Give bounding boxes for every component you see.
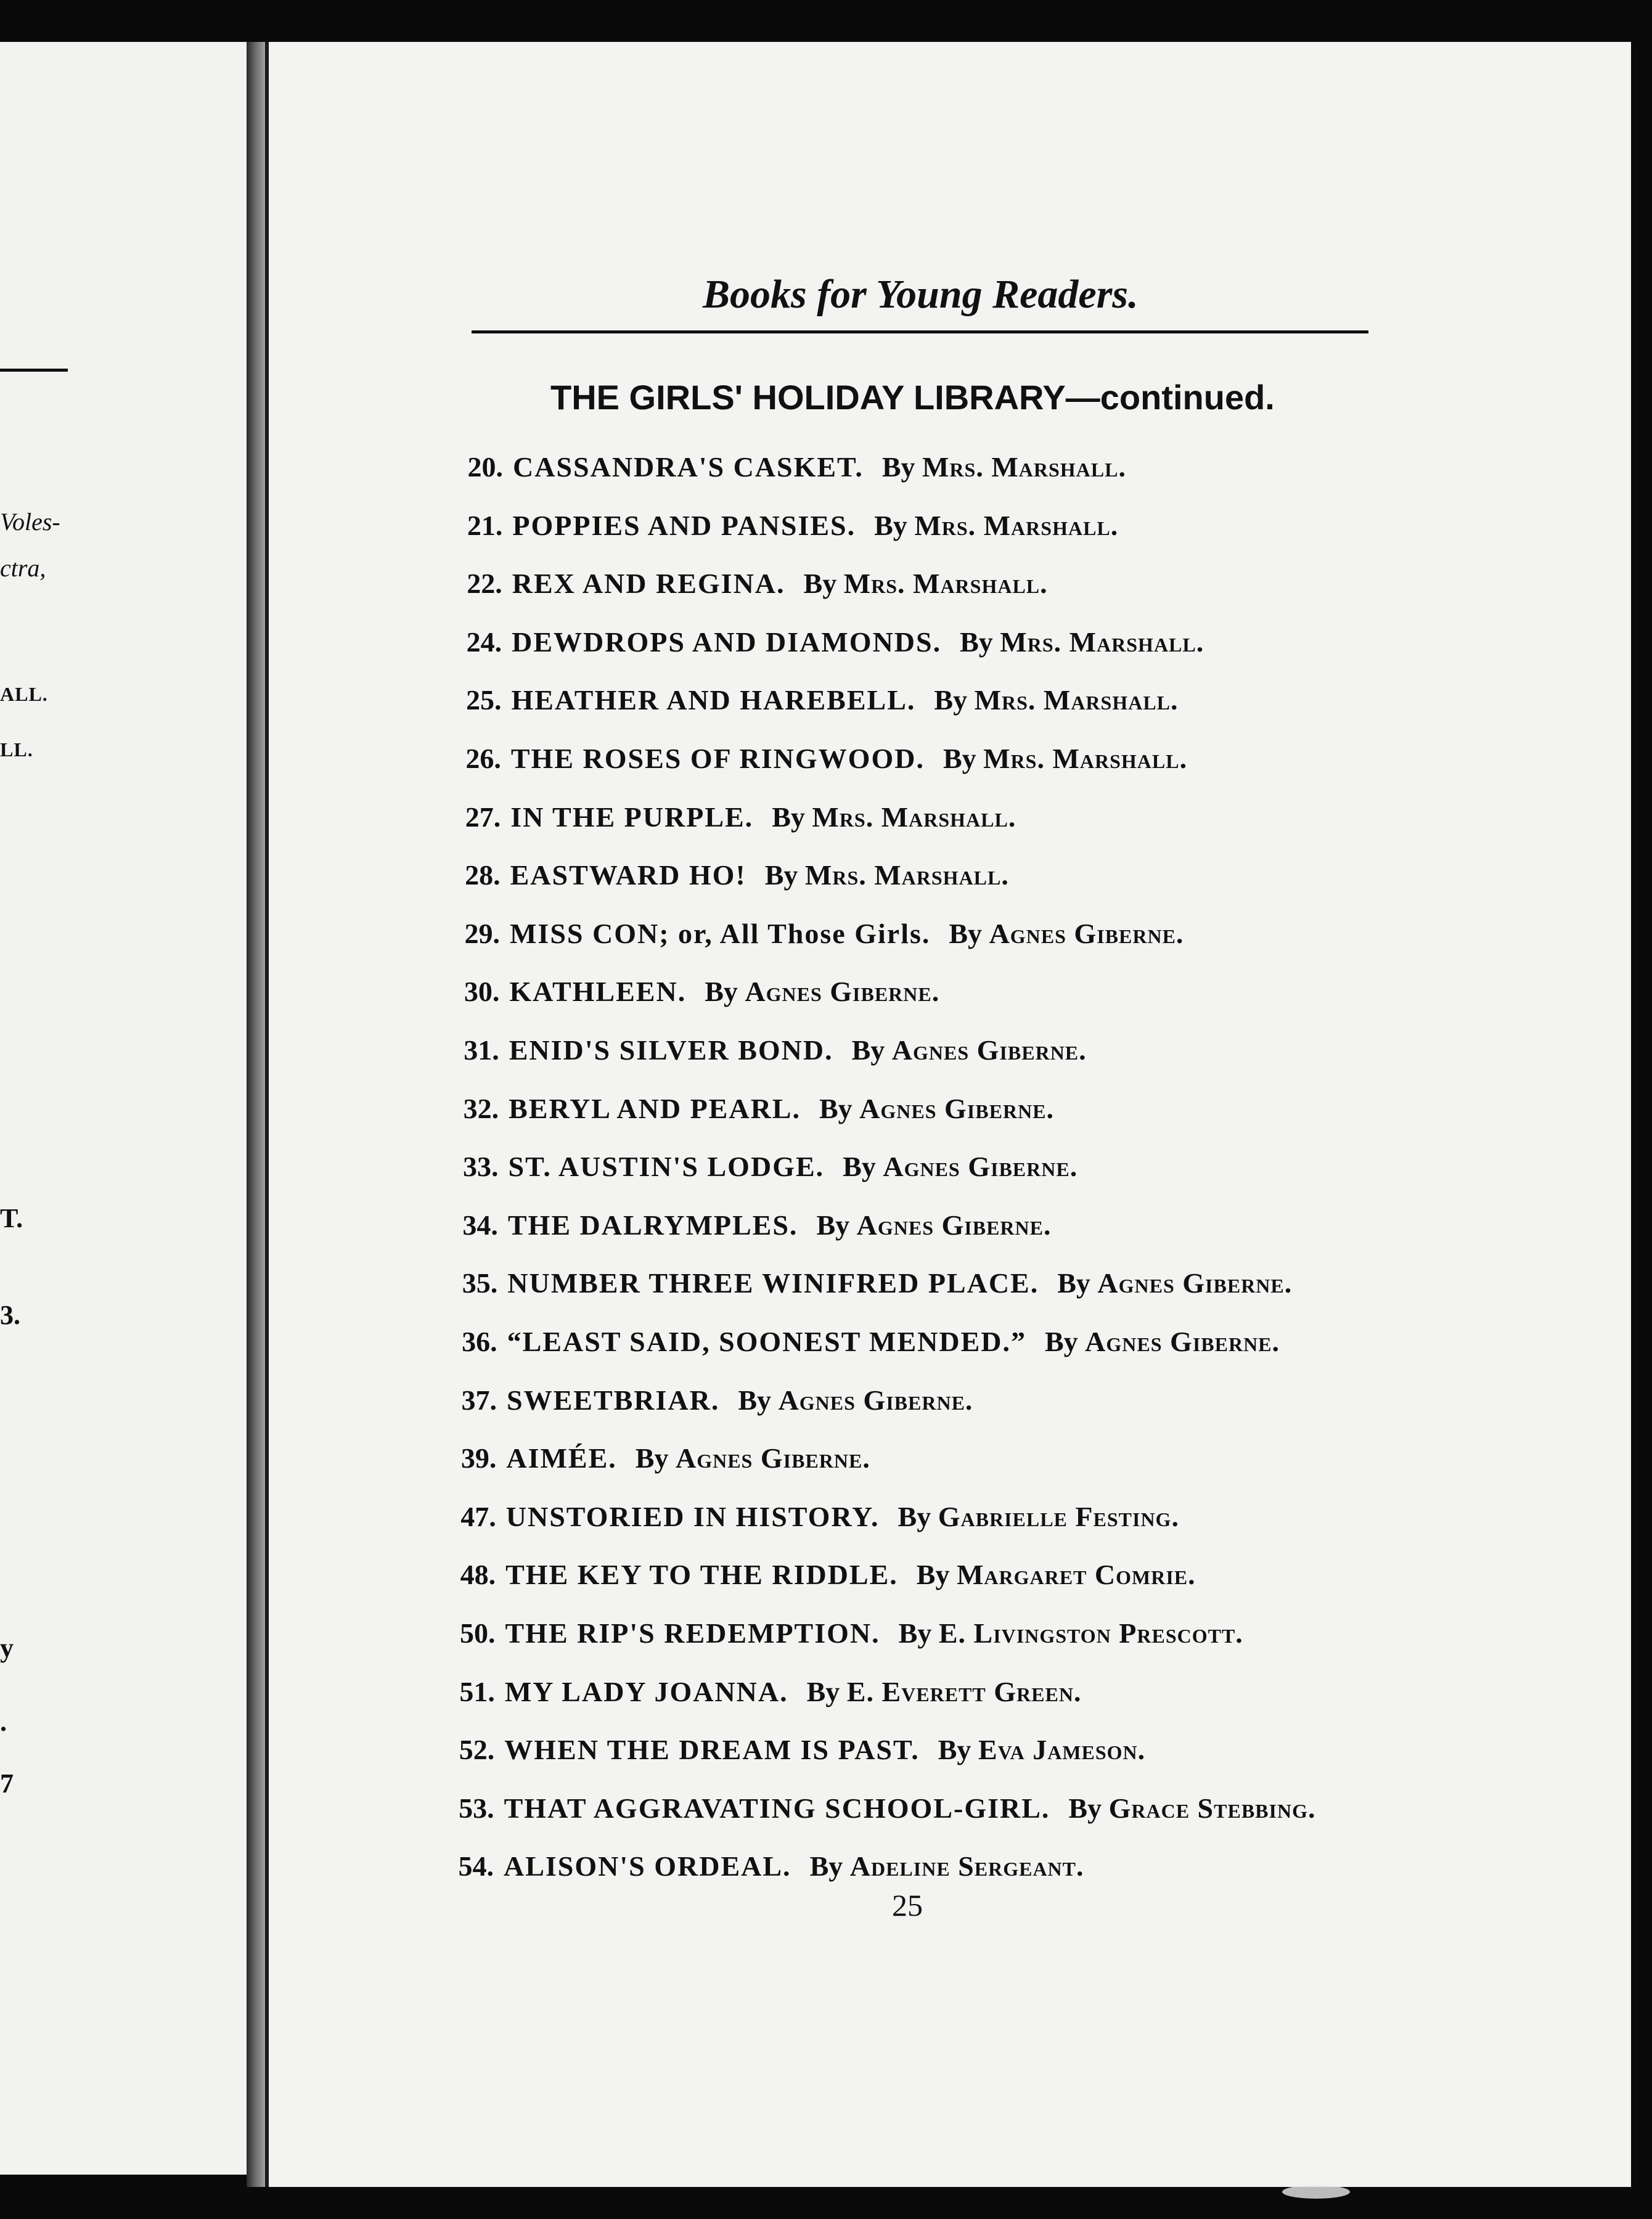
entry-number: 31. — [464, 1034, 499, 1066]
list-item — [453, 915, 1184, 952]
by-label: By — [809, 1850, 843, 1882]
left-page-text: 3. — [0, 1300, 20, 1330]
list-item — [456, 565, 1048, 602]
author-name: Eva Jameson. — [978, 1734, 1146, 1766]
by-label: By — [806, 1675, 840, 1707]
list-item — [454, 740, 1187, 777]
author-name: Gabrielle Festing. — [938, 1500, 1179, 1532]
by-label: By — [1057, 1267, 1090, 1299]
book-title: SWEETBRIAR. — [507, 1384, 720, 1416]
entry-number: 54. — [458, 1850, 494, 1882]
entry-number: 22. — [467, 568, 502, 600]
book-title: IN THE PURPLE. — [510, 801, 754, 833]
entry-number: 47. — [460, 1500, 496, 1532]
author-name: Mrs. Marshall. — [804, 859, 1009, 891]
book-title: THE RIP'S REDEMPTION. — [505, 1617, 880, 1649]
author-name: Agnes Giberne. — [859, 1092, 1055, 1124]
left-page-text: ALL. — [0, 683, 48, 705]
book-title: WHEN THE DREAM IS PAST. — [504, 1734, 920, 1766]
author-name: Agnes Giberne. — [675, 1442, 870, 1474]
author-name: Agnes Giberne. — [891, 1034, 1087, 1066]
scan-smudge — [1282, 2185, 1350, 2199]
entry-number: 32. — [463, 1092, 499, 1124]
by-label: By — [843, 1151, 876, 1183]
left-page-text: y — [0, 1633, 14, 1663]
entry-number: 53. — [459, 1792, 494, 1824]
entry-number: 24. — [466, 626, 502, 658]
entry-number: 30. — [464, 976, 500, 1008]
by-label: By — [898, 1617, 932, 1649]
left-page-text: . — [0, 1707, 7, 1737]
author-name: Agnes Giberne. — [745, 976, 940, 1008]
entry-number: 35. — [462, 1267, 498, 1299]
book-title: THE ROSES OF RINGWOOD. — [510, 743, 925, 774]
list-item — [452, 1148, 1078, 1185]
by-label: By — [772, 801, 805, 833]
by-label: By — [938, 1734, 971, 1766]
author-name: Agnes Giberne. — [989, 917, 1184, 949]
entry-number: 48. — [460, 1559, 496, 1591]
book-title: MY LADY JOANNA. — [504, 1675, 788, 1707]
book-title: POPPIES AND PANSIES. — [512, 509, 856, 541]
book-title: NUMBER THREE WINIFRED PLACE. — [507, 1267, 1039, 1299]
list-item — [448, 1673, 1082, 1710]
by-label: By — [816, 1209, 850, 1241]
by-label: By — [705, 976, 738, 1008]
by-label: By — [881, 451, 915, 483]
list-item — [452, 1090, 1054, 1127]
by-label: By — [738, 1384, 772, 1416]
entry-number: 52. — [459, 1734, 495, 1766]
author-name: Grace Stebbing. — [1108, 1792, 1316, 1824]
list-item — [455, 624, 1204, 661]
author-name: Mrs. Marshall. — [983, 743, 1188, 774]
book-title: MISS CON; or, All Those Girls. — [510, 917, 931, 949]
author-name: Mrs. Marshall. — [974, 684, 1179, 716]
list-item — [456, 449, 1126, 486]
author-name: Mrs. Marshall. — [1000, 626, 1204, 658]
author-name: Mrs. Marshall. — [914, 509, 1119, 541]
by-label: By — [949, 917, 983, 949]
author-name: Mrs. Marshall. — [922, 451, 1126, 483]
list-item — [448, 1790, 1316, 1827]
list-item — [450, 1382, 973, 1419]
entry-number: 39. — [460, 1442, 497, 1474]
book-title: ENID'S SILVER BOND. — [509, 1034, 833, 1066]
list-item — [449, 1615, 1243, 1652]
book-title: KATHLEEN. — [509, 976, 687, 1008]
entry-number: 33. — [463, 1151, 499, 1183]
author-name: Adeline Sergeant. — [849, 1850, 1084, 1882]
author-name: Mrs. Marshall. — [843, 568, 1048, 600]
book-title: BERYL AND PEARL. — [509, 1092, 801, 1124]
by-label: By — [803, 568, 837, 600]
book-title: EASTWARD HO! — [510, 859, 746, 891]
entry-number: 29. — [464, 917, 500, 949]
entry-number: 37. — [461, 1384, 497, 1416]
list-item — [451, 1323, 1280, 1360]
book-title: DEWDROPS AND DIAMONDS. — [512, 626, 942, 658]
entry-number: 50. — [460, 1617, 496, 1649]
book-title: “LEAST SAID, SOONEST MENDED.” — [507, 1326, 1026, 1357]
by-label: By — [898, 1500, 931, 1532]
list-item — [451, 1265, 1292, 1302]
author-name: E. Livingston Prescott. — [938, 1617, 1243, 1649]
entry-number: 26. — [465, 743, 501, 774]
left-page-rule — [0, 369, 68, 372]
list-item — [449, 1556, 1196, 1593]
book-title: THE DALRYMPLES. — [507, 1209, 798, 1241]
header-rule — [472, 330, 1368, 333]
author-name: Agnes Giberne. — [856, 1209, 1052, 1241]
list-item — [452, 1032, 1087, 1069]
by-label: By — [635, 1442, 669, 1474]
list-item — [455, 682, 1179, 719]
book-title: ALISON'S ORDEAL. — [504, 1850, 791, 1882]
list-item — [448, 1731, 1145, 1768]
author-name: Agnes Giberne. — [883, 1151, 1078, 1183]
entry-number: 36. — [462, 1326, 497, 1357]
left-page-text: 7 — [0, 1768, 14, 1799]
book-title: CASSANDRA'S CASKET. — [513, 451, 864, 483]
list-item — [456, 507, 1118, 544]
entry-number: 51. — [459, 1675, 495, 1707]
by-label: By — [1068, 1792, 1102, 1824]
left-page-text: T. — [0, 1203, 23, 1233]
list-item — [454, 799, 1016, 836]
author-name: Agnes Giberne. — [1097, 1267, 1293, 1299]
book-title: HEATHER AND HAREBELL. — [511, 684, 916, 716]
book-title: THAT AGGRAVATING SCHOOL-GIRL. — [504, 1792, 1050, 1824]
entry-number: 21. — [467, 509, 503, 541]
left-page-text: Voles- — [0, 508, 60, 536]
list-item — [451, 1207, 1052, 1244]
entry-number: 28. — [465, 859, 501, 891]
by-label: By — [916, 1559, 950, 1591]
section-title: THE GIRLS' HOLIDAY LIBRARY—continued. — [550, 378, 1275, 417]
list-item — [454, 857, 1009, 894]
entry-number: 25. — [466, 684, 502, 716]
author-name: E. Everett Green. — [846, 1675, 1082, 1707]
author-name: Margaret Comrie. — [956, 1559, 1196, 1591]
book-title: ST. AUSTIN'S LODGE. — [508, 1151, 825, 1183]
author-name: Agnes Giberne. — [778, 1384, 973, 1416]
list-item — [449, 1440, 870, 1477]
left-page-text: LL. — [0, 738, 33, 761]
by-label: By — [851, 1034, 885, 1066]
by-label: By — [943, 743, 976, 774]
list-item — [449, 1498, 1179, 1535]
left-page-text: ctra, — [0, 554, 46, 582]
entry-number: 34. — [462, 1209, 498, 1241]
by-label: By — [819, 1092, 853, 1124]
list-item — [452, 973, 939, 1010]
page-number: 25 — [892, 1888, 923, 1923]
book-title: AIMÉE. — [506, 1442, 617, 1474]
by-label: By — [934, 684, 968, 716]
left-page-fragment — [0, 42, 247, 2175]
by-label: By — [874, 509, 907, 541]
list-item — [447, 1848, 1084, 1885]
entry-number: 20. — [467, 451, 503, 483]
entry-number: 27. — [465, 801, 501, 833]
by-label: By — [764, 859, 798, 891]
book-title: REX AND REGINA. — [512, 568, 785, 600]
by-label: By — [1044, 1326, 1078, 1357]
by-label: By — [960, 626, 993, 658]
book-title: THE KEY TO THE RIDDLE. — [505, 1559, 898, 1591]
running-head: Books for Young Readers. — [703, 272, 1139, 317]
author-name: Mrs. Marshall. — [812, 801, 1016, 833]
book-title: UNSTORIED IN HISTORY. — [505, 1500, 880, 1532]
author-name: Agnes Giberne. — [1085, 1326, 1280, 1357]
